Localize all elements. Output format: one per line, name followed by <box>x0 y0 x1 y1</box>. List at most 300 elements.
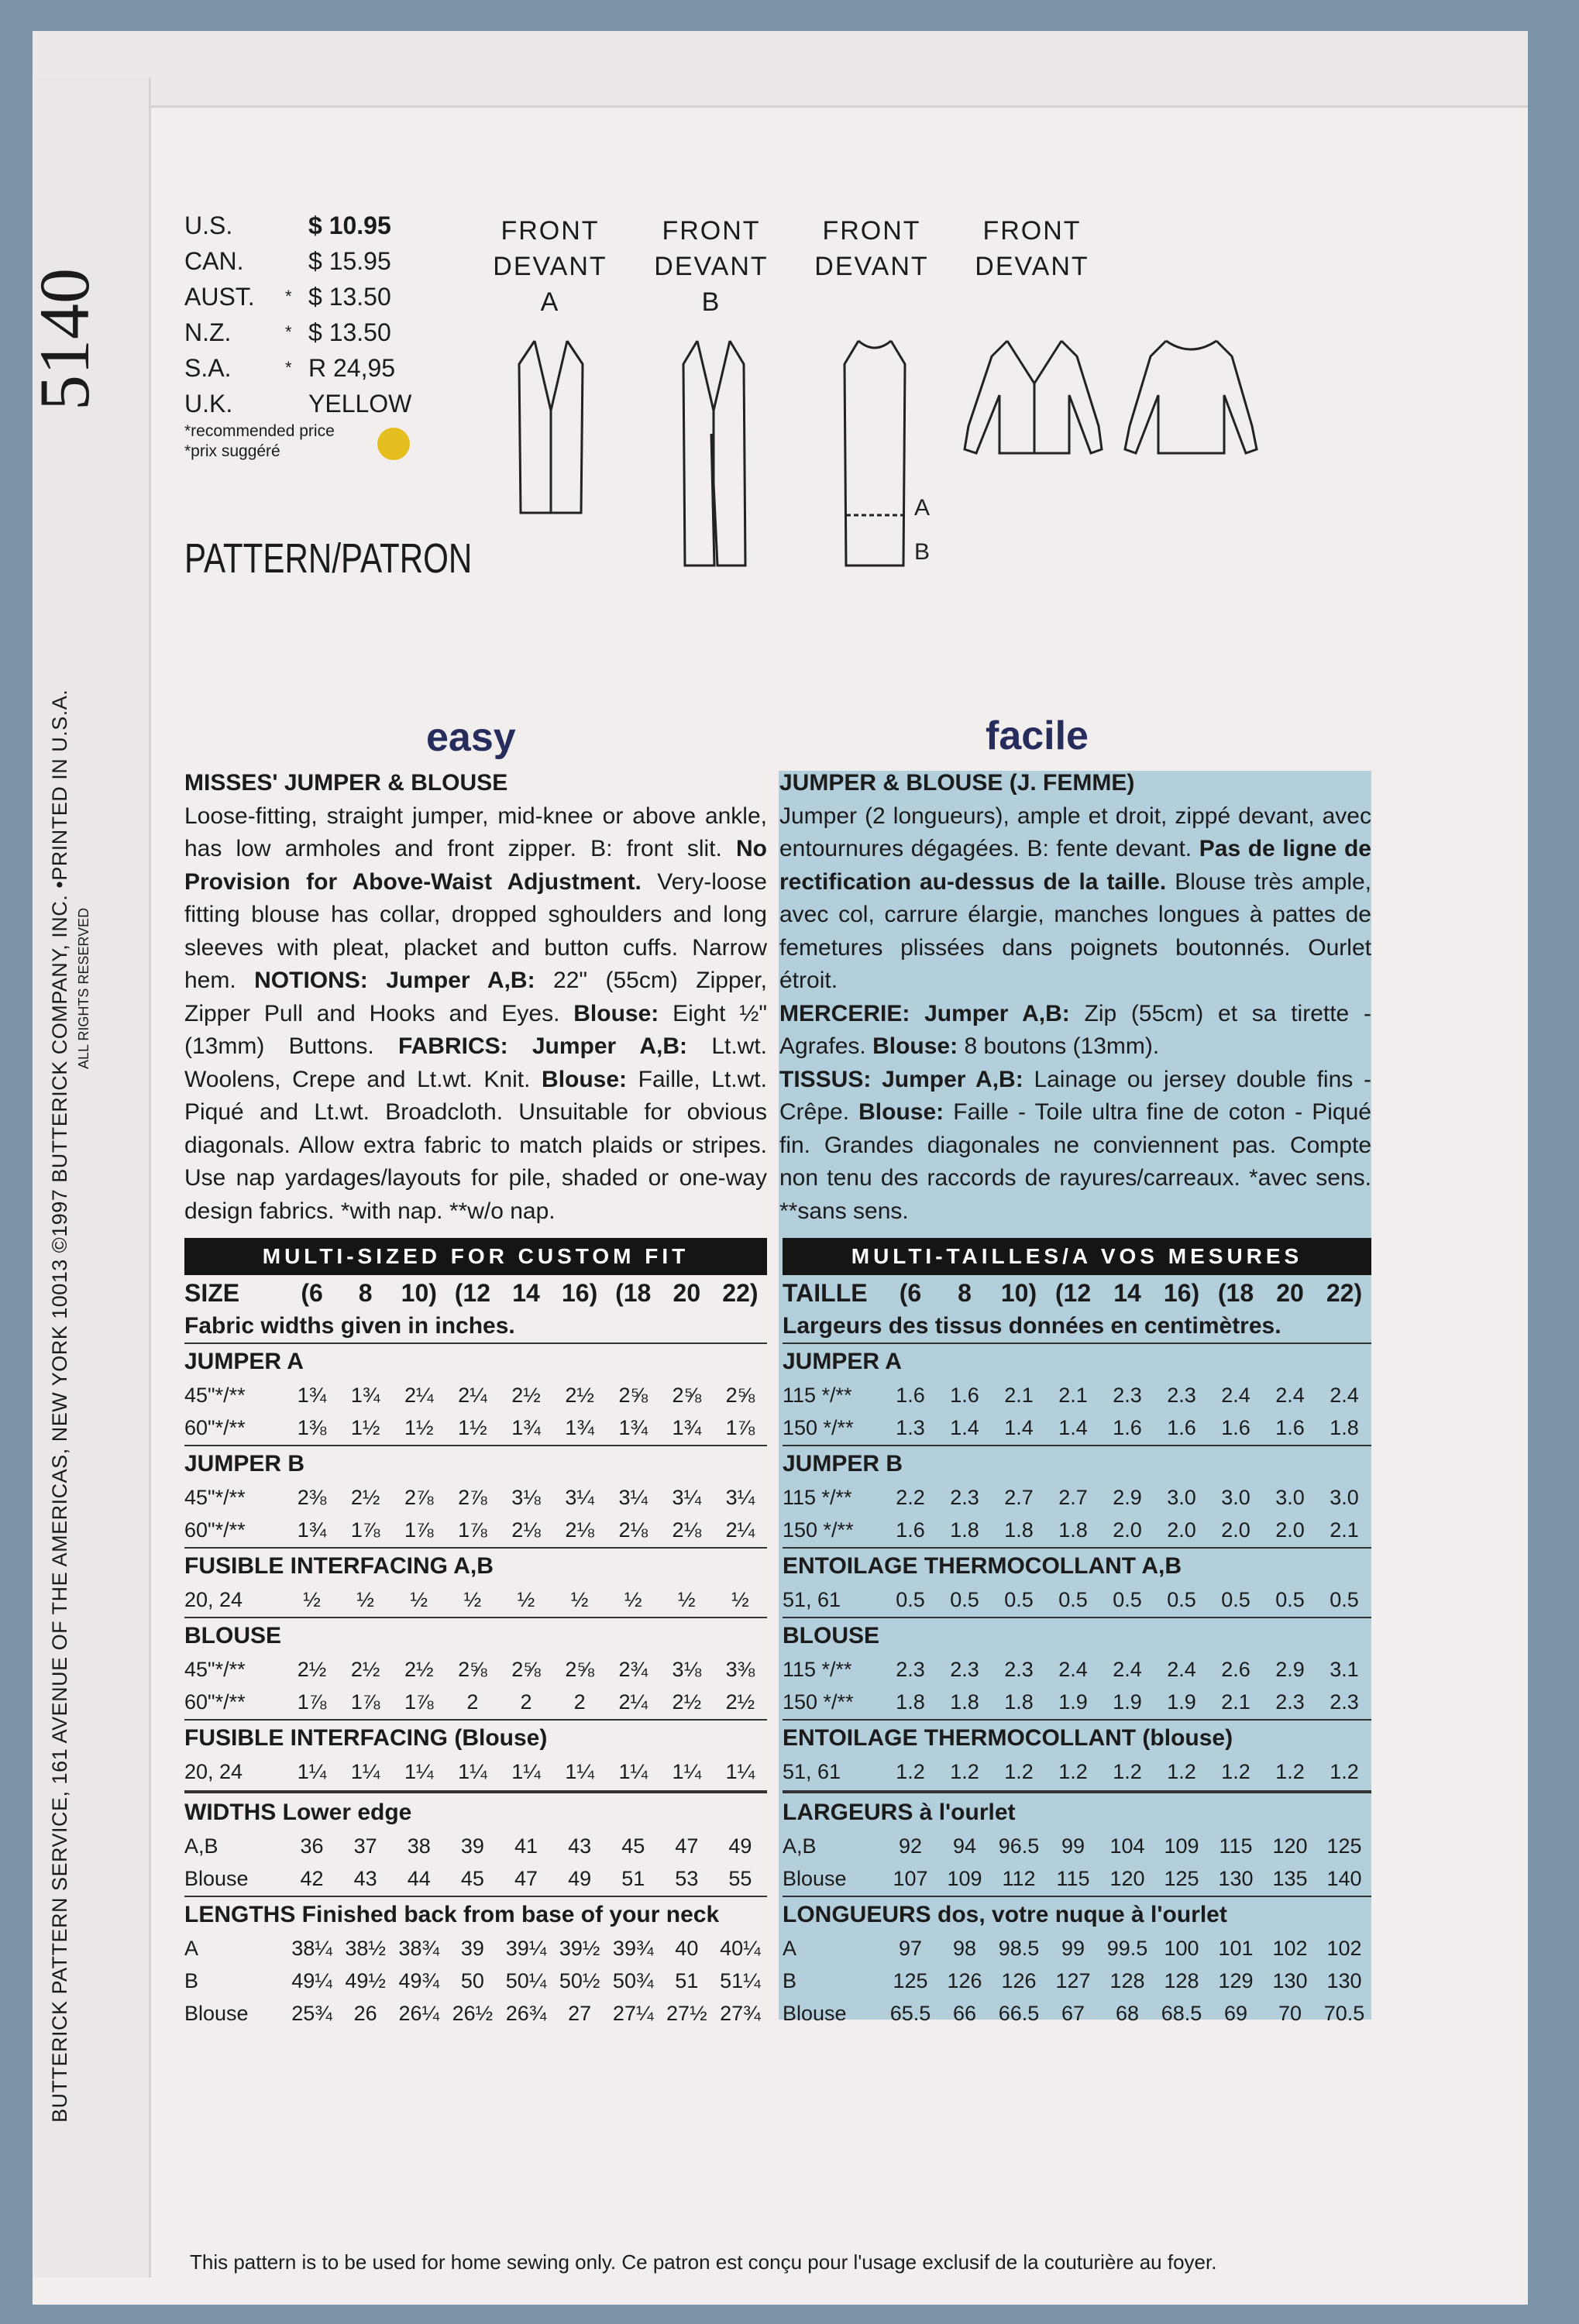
table-cell: 2½ <box>404 1657 434 1681</box>
table-cell: 2 <box>466 1690 479 1714</box>
table-cell: 49¾ <box>398 1968 440 1992</box>
row-label: 20, 24 <box>184 1587 243 1611</box>
table-cell: 1.9 <box>1058 1690 1088 1714</box>
table-cell: 2.3 <box>1275 1690 1305 1714</box>
table-cell: 1¼ <box>297 1759 327 1783</box>
size-cell: 16) <box>561 1278 598 1307</box>
table-cell: 2.3 <box>1113 1383 1142 1407</box>
table-cell: 3⅛ <box>511 1485 541 1509</box>
table-cell: 2.7 <box>1058 1485 1088 1509</box>
size-cell: (6 <box>301 1278 323 1307</box>
section-title: FUSIBLE INTERFACING (Blouse) <box>184 1725 548 1751</box>
table-cell: 47 <box>514 1866 538 1890</box>
table-row <box>783 1932 1371 1965</box>
table-cell: 1.2 <box>1004 1759 1034 1783</box>
garment-sketches <box>465 310 1286 581</box>
size-cell: 8 <box>358 1278 373 1307</box>
size-cell: 16) <box>1163 1278 1200 1307</box>
price-row: U.S. $ 10.95 <box>184 211 391 239</box>
section-rule <box>184 1719 767 1721</box>
rights-line: ALL RIGHTS RESERVED <box>76 907 91 1069</box>
table-cell: 2½ <box>350 1657 380 1681</box>
table-row <box>783 1965 1371 1997</box>
table-cell: 50¾ <box>612 1968 654 1992</box>
view-label-b: FRONT DEVANT B <box>654 216 769 317</box>
table-cell: 130 <box>1272 1968 1308 1992</box>
table-cell: 39¾ <box>612 1936 654 1960</box>
table-cell: 2⅝ <box>672 1383 702 1407</box>
table-cell: 130 <box>1218 1866 1254 1890</box>
table-cell: 2⅞ <box>404 1485 434 1509</box>
table-row <box>783 1686 1371 1718</box>
table-cell: 2⅞ <box>458 1485 487 1509</box>
table-cell: ½ <box>410 1587 428 1611</box>
table-cell: 27¼ <box>612 2001 654 2025</box>
section-rule <box>184 1896 767 1897</box>
table-cell: 0.5 <box>1330 1587 1359 1611</box>
table-cell: 38 <box>407 1834 431 1858</box>
table-cell: 49 <box>568 1866 592 1890</box>
yellow-dot <box>377 428 410 460</box>
table-cell: 3⅛ <box>672 1657 702 1681</box>
table-cell: 2.3 <box>1330 1690 1359 1714</box>
table-row <box>184 1965 767 1997</box>
table-cell: 1⅞ <box>404 1690 434 1714</box>
table-cell: 2.0 <box>1167 1518 1196 1542</box>
table-cell: 98.5 <box>998 1936 1040 1960</box>
price-note-fr: *prix suggéré <box>184 442 280 460</box>
row-label: A <box>783 1936 797 1960</box>
table-cell: 1¼ <box>618 1759 648 1783</box>
table-cell: 1.6 <box>1221 1415 1250 1439</box>
size-cell: 20 <box>1276 1278 1304 1307</box>
table-cell: 1.2 <box>1113 1759 1142 1783</box>
table-cell: 100 <box>1164 1936 1199 1960</box>
table-cell: 2½ <box>350 1485 380 1509</box>
table-cell: 101 <box>1218 1936 1254 1960</box>
size-label: TAILLE <box>783 1278 868 1307</box>
table-cell: 26 <box>353 2001 377 2025</box>
table-cell: 66.5 <box>998 2001 1040 2025</box>
view-label-c: FRONT DEVANT <box>814 216 929 281</box>
table-cell: 94 <box>952 1834 977 1858</box>
table-row <box>184 1411 767 1444</box>
table-cell: 3⅜ <box>725 1657 755 1681</box>
table-cell: 1⅞ <box>350 1518 380 1542</box>
table-cell: 2.3 <box>950 1485 979 1509</box>
price-list <box>184 208 417 462</box>
table-cell: 50 <box>460 1968 484 1992</box>
table-cell: 1⅞ <box>725 1415 755 1439</box>
row-label: 45"*/** <box>184 1485 246 1509</box>
facile-heading: facile <box>986 713 1089 758</box>
table-cell: 51 <box>621 1866 645 1890</box>
table-cell: 2.4 <box>1221 1383 1250 1407</box>
table-cell: ½ <box>678 1587 696 1611</box>
table-cell: 2½ <box>725 1690 755 1714</box>
table-cell: 130 <box>1326 1968 1362 1992</box>
table-cell: 45 <box>621 1834 645 1858</box>
table-cell: 97 <box>898 1936 923 1960</box>
row-label: Blouse <box>783 2001 847 2025</box>
table-cell: 1.6 <box>1275 1415 1305 1439</box>
table-cell: 1.8 <box>1058 1518 1088 1542</box>
table-cell: 1¾ <box>511 1415 541 1439</box>
table-cell: 0.5 <box>896 1587 925 1611</box>
table-cell: 3.0 <box>1167 1485 1196 1509</box>
table-row <box>184 1932 767 1965</box>
table-cell: 3.0 <box>1275 1485 1305 1509</box>
table-cell: 102 <box>1272 1936 1308 1960</box>
section-title: JUMPER A <box>184 1349 304 1374</box>
table-cell: 126 <box>1001 1968 1037 1992</box>
table-cell: 65.5 <box>889 2001 931 2025</box>
size-cell: (18 <box>615 1278 652 1307</box>
table-row <box>184 1481 767 1514</box>
table-cell: 38¾ <box>398 1936 440 1960</box>
table-cell: 2.3 <box>1004 1657 1034 1681</box>
jumper-b-sketch <box>683 341 745 566</box>
table-cell: 51 <box>675 1968 699 1992</box>
table-cell: 2 <box>573 1690 586 1714</box>
table-cell: 2 <box>520 1690 532 1714</box>
table-cell: 38¼ <box>291 1936 332 1960</box>
table-row <box>783 1583 1371 1616</box>
section-title: JUMPER B <box>783 1451 903 1477</box>
table-cell: 26¼ <box>398 2001 440 2025</box>
table-cell: 2.0 <box>1113 1518 1142 1542</box>
size-cell: 8 <box>958 1278 972 1307</box>
row-label: 150 */** <box>783 1415 854 1439</box>
table-cell: 0.5 <box>1167 1587 1196 1611</box>
table-cell: 2¼ <box>618 1690 648 1714</box>
table-cell: 2¼ <box>404 1383 434 1407</box>
section-rule <box>783 1445 1371 1446</box>
table-cell: 1¾ <box>297 1383 327 1407</box>
table-cell: 2⅛ <box>672 1518 702 1542</box>
table-cell: 55 <box>728 1866 752 1890</box>
size-cell: (18 <box>1217 1278 1254 1307</box>
table-cell: 1.2 <box>896 1759 925 1783</box>
table-cell: 44 <box>407 1866 431 1890</box>
blouse-back-sketch <box>1125 341 1257 453</box>
table-cell: 1¾ <box>565 1415 594 1439</box>
table-cell: 0.5 <box>1113 1587 1142 1611</box>
table-row <box>184 1862 767 1895</box>
table-cell: 1¼ <box>458 1759 487 1783</box>
table-cell: 70 <box>1278 2001 1302 2025</box>
table-cell: 50¼ <box>505 1968 547 1992</box>
table-cell: 112 <box>1002 1866 1036 1890</box>
table-cell: 107 <box>893 1866 928 1890</box>
row-label: 45"*/** <box>184 1383 246 1407</box>
row-label: 51, 61 <box>783 1759 841 1783</box>
row-label: 115 */** <box>783 1485 852 1509</box>
table-cell: 2½ <box>297 1657 327 1681</box>
pattern-title: PATTERN/PATRON <box>184 535 473 582</box>
section-rule <box>783 1790 1371 1793</box>
table-cell: 2½ <box>672 1690 702 1714</box>
table-cell: 2⅜ <box>297 1485 327 1509</box>
table-cell: 0.5 <box>1058 1587 1088 1611</box>
table-cell: 1⅜ <box>297 1415 327 1439</box>
table-cell: 53 <box>675 1866 699 1890</box>
row-label: 115 */** <box>783 1383 852 1407</box>
table-cell: 1¼ <box>725 1759 755 1783</box>
table-cell: 2.1 <box>1058 1383 1088 1407</box>
pattern-number: 5140 <box>25 268 104 411</box>
table-cell: 39½ <box>559 1936 600 1960</box>
table-cell: 40¼ <box>720 1936 761 1960</box>
section-title: LARGEURS à l'ourlet <box>783 1800 1016 1825</box>
length-mark-b: B <box>914 539 931 565</box>
table-cell: 128 <box>1109 1968 1145 1992</box>
table-cell: 127 <box>1055 1968 1091 1992</box>
table-cell: 25¾ <box>291 2001 332 2025</box>
table-cell: 67 <box>1061 2001 1085 2025</box>
size-label: SIZE <box>184 1278 240 1307</box>
section-rule <box>184 1547 767 1549</box>
size-cell: (12 <box>454 1278 490 1307</box>
size-row <box>783 1275 1371 1311</box>
section-rule <box>783 1547 1371 1549</box>
size-cell: 20 <box>673 1278 701 1307</box>
table-cell: 0.5 <box>1275 1587 1305 1611</box>
table-cell: 120 <box>1272 1834 1308 1858</box>
table-cell: 39¼ <box>505 1936 547 1960</box>
table-cell: 49 <box>728 1834 752 1858</box>
table-cell: 2⅛ <box>618 1518 648 1542</box>
table-cell: 3.0 <box>1330 1485 1359 1509</box>
table-cell: ½ <box>624 1587 642 1611</box>
table-cell: 43 <box>353 1866 377 1890</box>
table-cell: 1.2 <box>1275 1759 1305 1783</box>
table-cell: 1⅞ <box>297 1690 327 1714</box>
table-title-bar: MULTI-TAILLES/A VOS MESURES <box>783 1238 1371 1275</box>
size-cell: (6 <box>899 1278 922 1307</box>
section-title: BLOUSE <box>184 1623 282 1648</box>
table-cell: 92 <box>898 1834 923 1858</box>
table-cell: ½ <box>731 1587 749 1611</box>
table-cell: 1.6 <box>896 1383 925 1407</box>
table-cell: 135 <box>1272 1866 1308 1890</box>
table-cell: 1¼ <box>350 1759 380 1783</box>
table-row <box>783 1514 1371 1546</box>
table-cell: 2.4 <box>1167 1657 1196 1681</box>
table-cell: 1½ <box>350 1415 380 1439</box>
view-label-d: FRONT DEVANT <box>975 216 1089 281</box>
row-label: 51, 61 <box>783 1587 841 1611</box>
table-cell: ½ <box>356 1587 374 1611</box>
table-cell: 3¼ <box>672 1485 702 1509</box>
table-row <box>783 1997 1371 2030</box>
table-cell: 109 <box>1164 1834 1199 1858</box>
table-row <box>184 1686 767 1718</box>
size-cell: 14 <box>512 1278 540 1307</box>
table-cell: 2.7 <box>1004 1485 1034 1509</box>
table-cell: 1¾ <box>350 1383 380 1407</box>
table-cell: 39 <box>460 1936 484 1960</box>
table-cell: 2⅝ <box>725 1383 755 1407</box>
table-cell: 1¾ <box>618 1415 648 1439</box>
table-cell: 2.3 <box>1167 1383 1196 1407</box>
table-cell: 1¼ <box>511 1759 541 1783</box>
table-cell: 1.8 <box>896 1690 925 1714</box>
table-cell: 128 <box>1164 1968 1199 1992</box>
table-cell: 2.1 <box>1221 1690 1250 1714</box>
table-cell: 1¼ <box>565 1759 594 1783</box>
table-cell: 1⅞ <box>350 1690 380 1714</box>
table-row <box>184 1830 767 1862</box>
section-title: WIDTHS Lower edge <box>184 1800 412 1825</box>
size-cell: 14 <box>1113 1278 1141 1307</box>
table-cell: 69 <box>1223 2001 1248 2025</box>
table-cell: 125 <box>1326 1834 1362 1858</box>
table-cell: 99 <box>1061 1936 1085 1960</box>
table-cell: 1.6 <box>1167 1415 1196 1439</box>
yardage-table-en <box>184 1238 767 2030</box>
table-cell: 36 <box>300 1834 324 1858</box>
table-cell: 1¼ <box>404 1759 434 1783</box>
table-cell: 2.4 <box>1330 1383 1359 1407</box>
jumper-back-sketch <box>845 341 905 566</box>
table-row <box>783 1862 1371 1895</box>
table-cell: 3¼ <box>565 1485 594 1509</box>
price-row: N.Z. * $ 13.50 <box>184 318 391 346</box>
section-title: LENGTHS Finished back from base of your neck <box>184 1902 720 1927</box>
row-label: 60"*/** <box>184 1415 246 1439</box>
table-cell: 49¼ <box>291 1968 332 1992</box>
table-cell: 2.4 <box>1058 1657 1088 1681</box>
table-cell: 51¼ <box>720 1968 761 1992</box>
table-cell: 70.5 <box>1323 2001 1365 2025</box>
table-cell: ½ <box>463 1587 482 1611</box>
table-row <box>184 1379 767 1411</box>
table-cell: 2½ <box>511 1383 541 1407</box>
table-cell: 27½ <box>666 2001 707 2025</box>
table-cell: 2⅝ <box>458 1657 487 1681</box>
table-cell: 1.4 <box>1004 1415 1034 1439</box>
table-title-bar: MULTI-SIZED FOR CUSTOM FIT <box>184 1238 767 1275</box>
table-cell: 26¾ <box>505 2001 547 2025</box>
size-cell: 22) <box>722 1278 759 1307</box>
table-cell: 1.2 <box>1330 1759 1359 1783</box>
table-cell: 3¼ <box>725 1485 755 1509</box>
table-row <box>783 1411 1371 1444</box>
table-row <box>184 1583 767 1616</box>
row-label: Blouse <box>783 1866 847 1890</box>
jumper-a-sketch <box>519 341 583 513</box>
table-cell: 129 <box>1218 1968 1254 1992</box>
table-cell: 1.8 <box>1004 1518 1034 1542</box>
table-cell: 43 <box>568 1834 592 1858</box>
table-cell: 1.2 <box>1221 1759 1250 1783</box>
table-cell: 2⅝ <box>511 1657 541 1681</box>
table-cell: 1.2 <box>950 1759 979 1783</box>
table-cell: 1.9 <box>1167 1690 1196 1714</box>
widths-note: Fabric widths given in inches. <box>184 1313 515 1339</box>
row-label: A <box>184 1936 199 1960</box>
table-cell: 27 <box>568 2001 592 2025</box>
table-row <box>184 1755 767 1788</box>
table-cell: 39 <box>460 1834 484 1858</box>
table-cell: 125 <box>893 1968 928 1992</box>
price-note: *recommended price <box>184 422 335 440</box>
table-row <box>783 1755 1371 1788</box>
table-cell: 2.0 <box>1275 1518 1305 1542</box>
table-cell: 1.6 <box>1113 1415 1142 1439</box>
table-cell: 1.9 <box>1113 1690 1142 1714</box>
table-cell: 2.3 <box>950 1657 979 1681</box>
table-cell: 126 <box>947 1968 982 1992</box>
size-cell: 22) <box>1326 1278 1363 1307</box>
row-label: A,B <box>783 1834 817 1858</box>
envelope-flap <box>33 31 1528 108</box>
table-row <box>184 1514 767 1546</box>
table-cell: 2.9 <box>1113 1485 1142 1509</box>
table-cell: 68.5 <box>1161 2001 1202 2025</box>
table-cell: 47 <box>675 1834 699 1858</box>
section-rule <box>783 1342 1371 1344</box>
table-cell: 1.8 <box>950 1518 979 1542</box>
price-row: CAN. $ 15.95 <box>184 246 391 275</box>
table-cell: 115 <box>1056 1866 1090 1890</box>
table-cell: 1.6 <box>896 1518 925 1542</box>
view-label-a: FRONT DEVANT A <box>493 216 607 317</box>
table-cell: 125 <box>1164 1866 1199 1890</box>
table-cell: 2.4 <box>1275 1383 1305 1407</box>
table-cell: 2⅛ <box>511 1518 541 1542</box>
easy-heading: easy <box>426 715 516 760</box>
table-cell: 0.5 <box>1004 1587 1034 1611</box>
table-cell: 99.5 <box>1106 1936 1148 1960</box>
table-cell: 68 <box>1115 2001 1140 2025</box>
row-label: 60"*/** <box>184 1518 246 1542</box>
section-title: BLOUSE <box>783 1623 880 1648</box>
row-label: 150 */** <box>783 1690 854 1714</box>
table-cell: 99 <box>1061 1834 1085 1858</box>
table-cell: 2.6 <box>1221 1657 1250 1681</box>
row-label: Blouse <box>184 2001 249 2025</box>
size-cell: 10) <box>401 1278 437 1307</box>
row-label: Blouse <box>184 1866 249 1890</box>
table-cell: 140 <box>1326 1866 1362 1890</box>
table-cell: 1¼ <box>672 1759 702 1783</box>
table-cell: 2.1 <box>1330 1518 1359 1542</box>
table-cell: 102 <box>1326 1936 1362 1960</box>
price-row: U.K. YELLOW <box>184 389 412 418</box>
widths-note: Largeurs des tissus données en centimètres. <box>783 1313 1281 1339</box>
table-cell: 104 <box>1109 1834 1145 1858</box>
table-cell: 2.2 <box>896 1485 925 1509</box>
size-cell: (12 <box>1054 1278 1092 1307</box>
table-cell: 1.4 <box>950 1415 979 1439</box>
section-title: JUMPER A <box>783 1349 902 1374</box>
row-label: 45"*/** <box>184 1657 246 1681</box>
table-cell: 49½ <box>345 1968 386 1992</box>
section-title: ENTOILAGE THERMOCOLLANT (blouse) <box>783 1725 1233 1751</box>
table-cell: 1½ <box>458 1415 487 1439</box>
table-cell: 1.8 <box>1330 1415 1359 1439</box>
table-cell: 120 <box>1109 1866 1145 1890</box>
yardage-table-fr <box>783 1238 1371 2030</box>
table-cell: 1.8 <box>950 1690 979 1714</box>
table-cell: 115 <box>1219 1834 1253 1858</box>
row-label: A,B <box>184 1834 218 1858</box>
section-rule <box>783 1896 1371 1897</box>
row-label: 60"*/** <box>184 1690 246 1714</box>
row-label: B <box>184 1968 199 1992</box>
